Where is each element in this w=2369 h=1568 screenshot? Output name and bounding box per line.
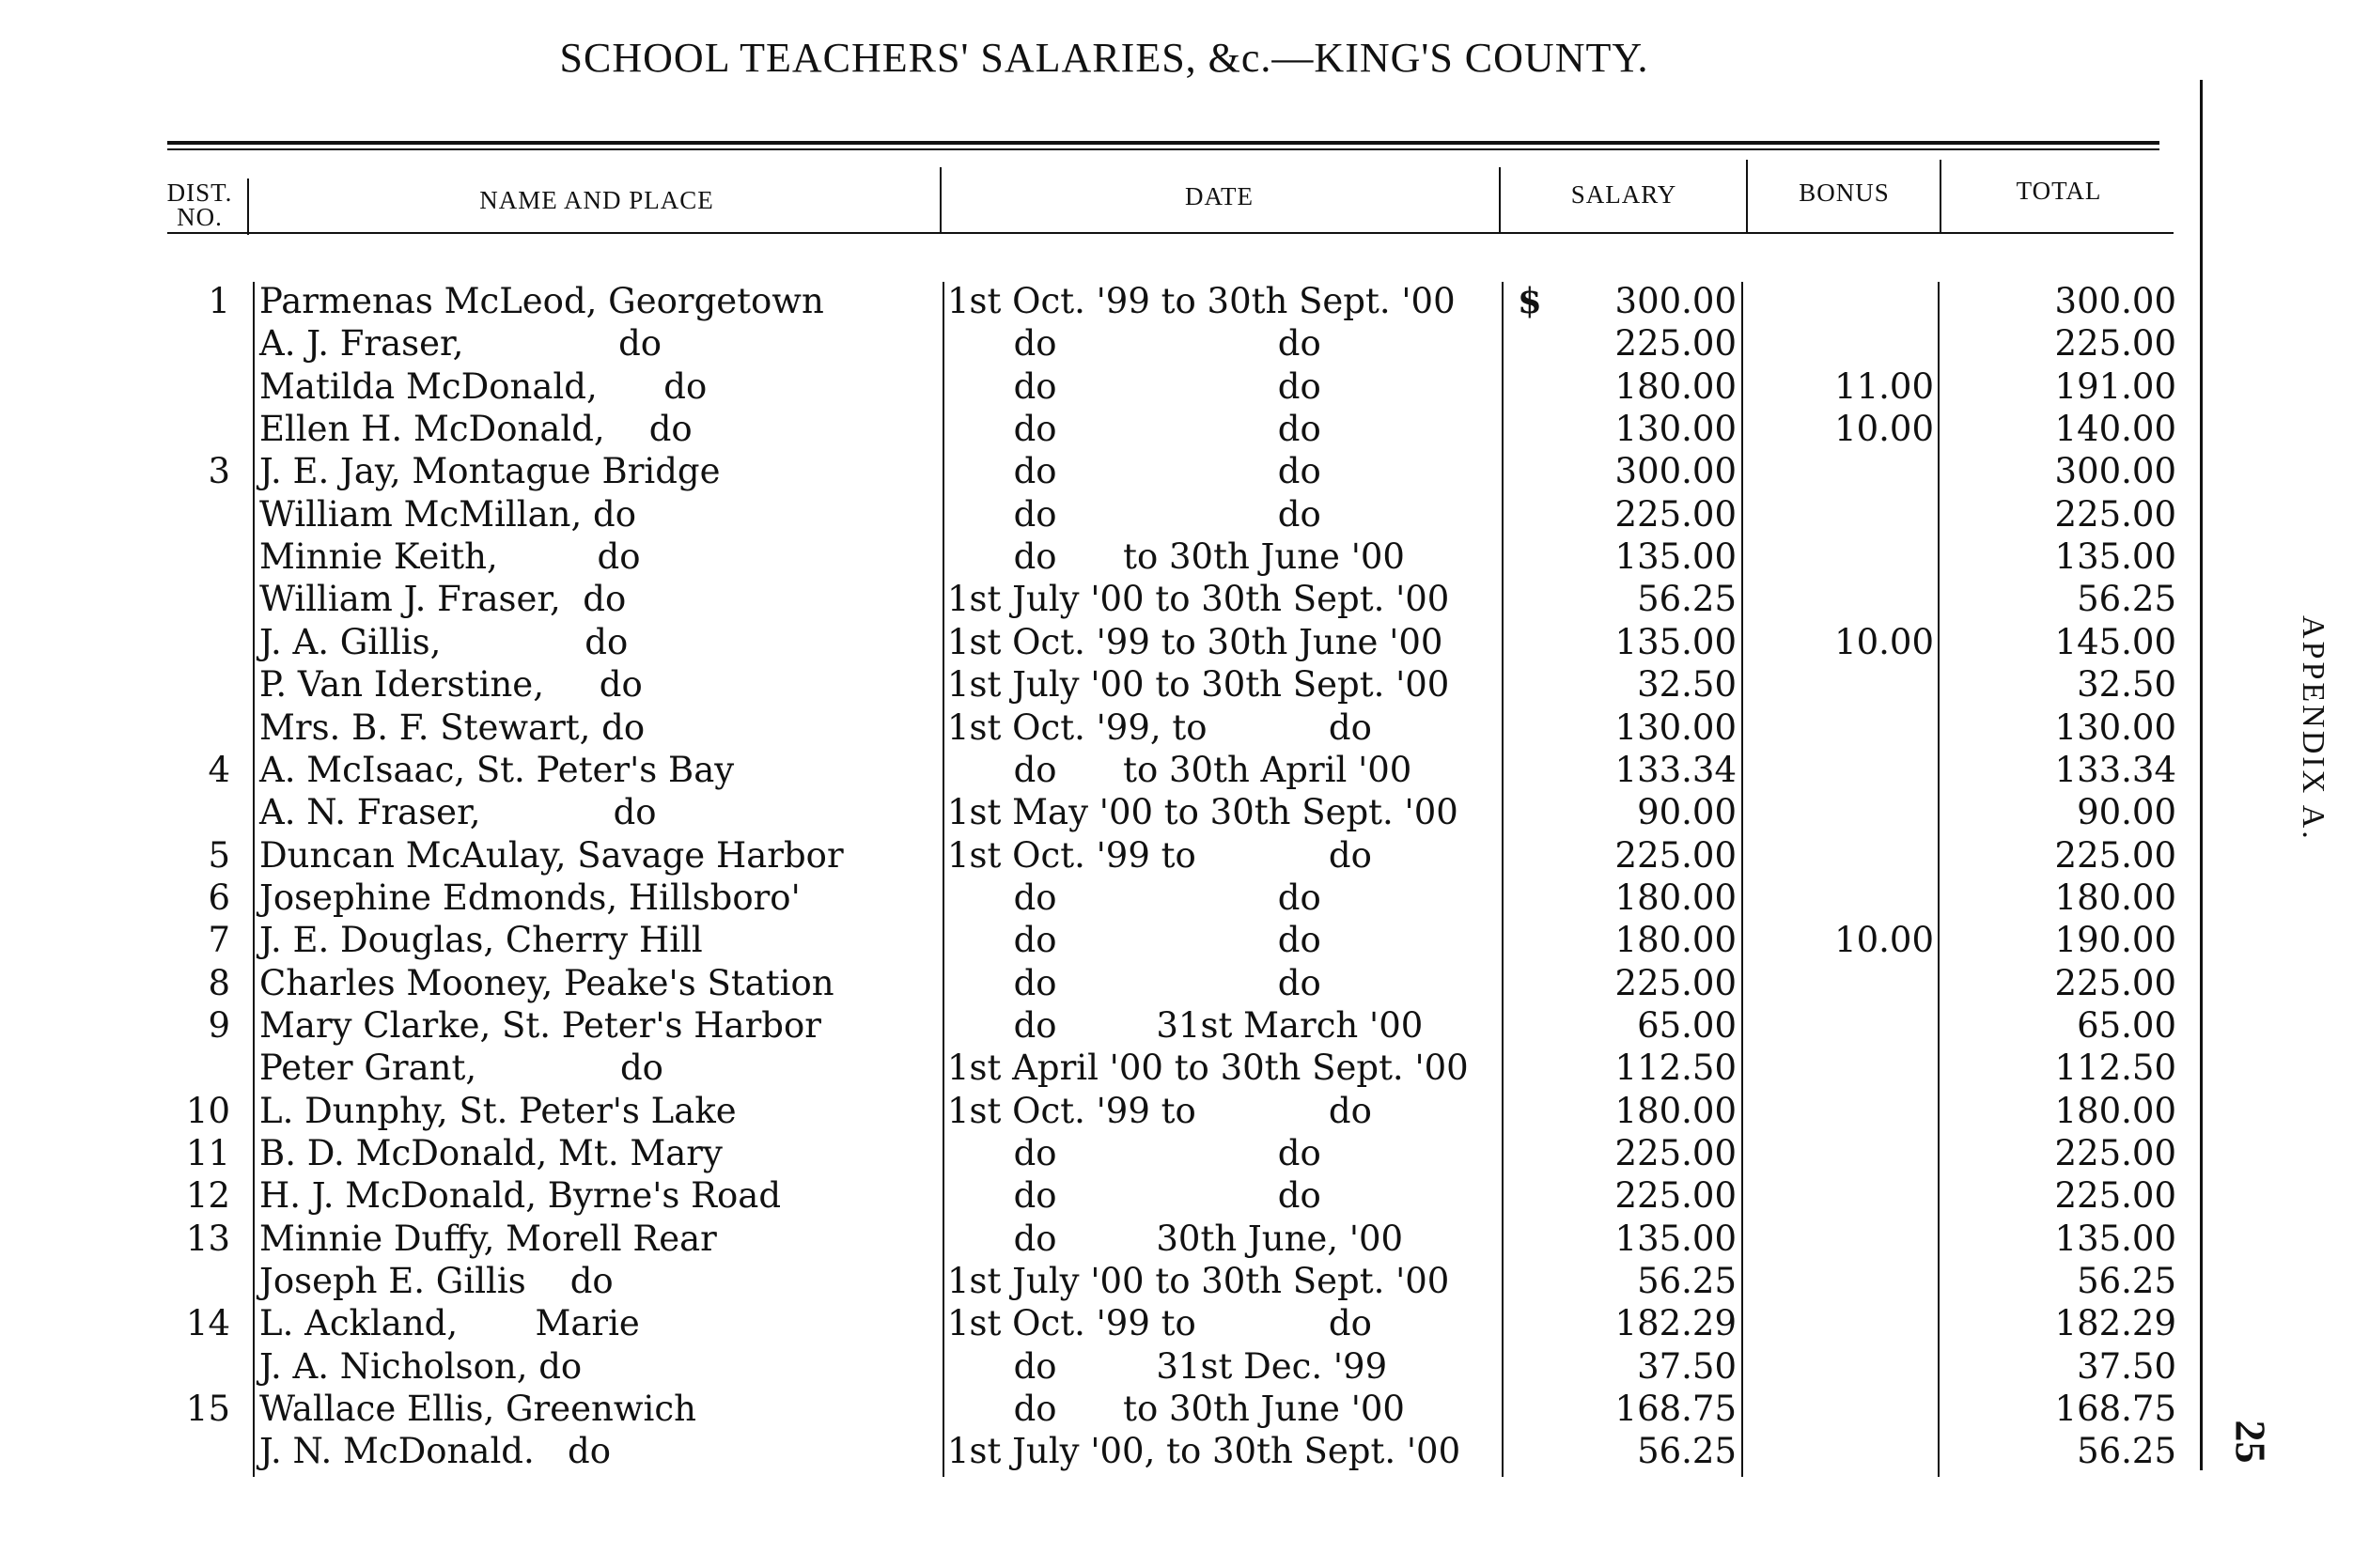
bonus-cell: 10.00 — [1834, 409, 1934, 450]
bonus-cell — [1748, 791, 1934, 833]
appendix-label: APPENDIX A. — [2296, 614, 2330, 842]
dist-cell — [150, 365, 230, 408]
salary-cell: 225.00 — [1614, 962, 1737, 1003]
date-cell: do to 30th June '00 — [947, 1389, 1405, 1430]
date-cell: do do — [947, 365, 1321, 407]
salary-cell: 112.50 — [1614, 1048, 1737, 1089]
bonus-cell — [1748, 1302, 1934, 1344]
bonus-cell — [1748, 1090, 1934, 1132]
table-row — [0, 1388, 2180, 1430]
dist-cell: 7 — [208, 920, 230, 961]
name-place-cell: Matilda McDonald, do — [259, 365, 708, 407]
dist-header-line2: NO. — [177, 203, 223, 231]
column-header-salary: SALARY — [1570, 180, 1677, 209]
dist-cell — [150, 791, 230, 833]
dist-cell: 8 — [208, 962, 230, 1003]
date-cell: do 30th June, '00 — [947, 1218, 1404, 1259]
dist-cell: 11 — [185, 1133, 230, 1173]
top-double-rule — [167, 141, 2159, 145]
dist-cell: 10 — [185, 1090, 230, 1131]
salary-cell: 300.00 — [1614, 451, 1737, 492]
name-place-cell: J. E. Jay, Montague Bridge — [259, 451, 721, 492]
total-cell: 112.50 — [2054, 1048, 2176, 1089]
salary-cell: 56.25 — [1637, 579, 1737, 620]
table-row — [0, 1004, 2180, 1047]
table-row — [0, 450, 2180, 492]
bonus-cell — [1748, 663, 1934, 706]
name-place-cell: Joseph E. Gillis do — [259, 1261, 614, 1302]
total-cell: 65.00 — [2077, 1004, 2176, 1046]
table-row — [0, 919, 2180, 961]
name-place-cell: J. E. Douglas, Cherry Hill — [259, 920, 703, 961]
table-row — [0, 408, 2180, 450]
salary-cell: 225.00 — [1614, 1133, 1737, 1173]
name-place-cell: H. J. McDonald, Byrne's Road — [259, 1175, 782, 1217]
name-place-cell: P. Van Iderstine, do — [259, 664, 643, 706]
total-cell: 130.00 — [2054, 706, 2176, 748]
salary-cell: 133.34 — [1614, 749, 1737, 790]
total-cell: 90.00 — [2077, 792, 2176, 833]
name-place-cell: L. Ackland, Marie — [259, 1303, 640, 1344]
header-sep-2 — [940, 167, 942, 233]
total-cell: 168.75 — [2054, 1389, 2176, 1430]
table-row — [0, 1218, 2180, 1260]
salary-cell: 225.00 — [1614, 493, 1737, 535]
date-cell: 1st Oct. '99 to do — [947, 834, 1372, 876]
total-cell: 182.29 — [2054, 1303, 2176, 1344]
dist-cell: 15 — [185, 1389, 230, 1430]
dist-cell — [150, 578, 230, 620]
header-sep-4 — [1746, 160, 1748, 233]
salary-cell: 32.50 — [1637, 664, 1737, 706]
header-sep-5 — [1940, 160, 1941, 233]
page-number: 25 — [2226, 1420, 2275, 1464]
table-row — [0, 365, 2180, 408]
table-row — [0, 322, 2180, 365]
date-cell: do to 30th June '00 — [947, 536, 1405, 578]
table-row — [0, 749, 2180, 791]
bonus-cell: 11.00 — [1834, 365, 1934, 407]
bonus-cell — [1748, 450, 1934, 492]
total-cell: 145.00 — [2054, 621, 2176, 662]
salary-cell: 180.00 — [1614, 877, 1737, 918]
total-cell: 140.00 — [2054, 409, 2176, 450]
date-cell: do 31st March '00 — [947, 1004, 1424, 1046]
salary-cell: 135.00 — [1614, 536, 1737, 578]
total-cell: 225.00 — [2054, 962, 2176, 1003]
name-place-cell: Minnie Keith, do — [259, 536, 641, 578]
bonus-cell: 10.00 — [1834, 621, 1934, 662]
date-cell: do do — [947, 920, 1321, 961]
date-cell: 1st April '00 to 30th Sept. '00 — [947, 1048, 1469, 1089]
name-place-cell: Parmenas McLeod, Georgetown — [259, 281, 824, 321]
bonus-cell — [1748, 493, 1934, 536]
bonus-cell — [1748, 1345, 1934, 1388]
date-cell: do do — [947, 451, 1321, 492]
date-cell: 1st Oct. '99 to do — [947, 1303, 1372, 1344]
name-place-cell: Mary Clarke, St. Peter's Harbor — [259, 1004, 821, 1046]
name-place-cell: B. D. McDonald, Mt. Mary — [259, 1133, 723, 1173]
salary-cell: 130.00 — [1614, 409, 1737, 450]
date-cell: do do — [947, 962, 1321, 1003]
salary-cell: 135.00 — [1614, 621, 1737, 662]
total-cell: 180.00 — [2054, 1090, 2176, 1131]
name-place-cell: Josephine Edmonds, Hillsboro' — [259, 877, 801, 918]
date-cell: 1st Oct. '99, to do — [947, 706, 1372, 748]
currency-symbol: $ — [1518, 280, 1542, 321]
date-cell: 1st July '00 to 30th Sept. '00 — [947, 579, 1450, 620]
total-cell: 32.50 — [2077, 664, 2176, 706]
dist-cell — [150, 706, 230, 749]
date-cell: 1st Oct. '99 to 30th Sept. '00 — [947, 281, 1456, 321]
date-cell: 1st July '00, to 30th Sept. '00 — [947, 1431, 1461, 1472]
salary-cell: 90.00 — [1637, 792, 1737, 833]
salary-cell: 56.25 — [1637, 1261, 1737, 1302]
salary-cell: 65.00 — [1637, 1004, 1737, 1046]
total-cell: 133.34 — [2054, 749, 2176, 790]
dist-cell — [150, 663, 230, 706]
name-place-cell: William McMillan, do — [259, 493, 636, 535]
bonus-cell — [1748, 1218, 1934, 1260]
bonus-cell — [1748, 536, 1934, 578]
name-place-cell: A. J. Fraser, do — [259, 323, 662, 365]
salary-cell: 180.00 — [1614, 365, 1737, 407]
bonus-cell — [1748, 578, 1934, 620]
column-header-total: TOTAL — [2016, 177, 2102, 205]
dist-cell: 14 — [185, 1303, 230, 1344]
column-header-date: DATE — [1185, 182, 1254, 210]
bonus-cell — [1748, 834, 1934, 877]
date-cell: 1st May '00 to 30th Sept. '00 — [947, 792, 1458, 833]
name-place-cell: J. N. McDonald. do — [259, 1431, 611, 1472]
bonus-cell — [1748, 1174, 1934, 1217]
dist-cell — [150, 493, 230, 536]
total-cell: 190.00 — [2054, 920, 2176, 961]
total-cell: 225.00 — [2054, 1133, 2176, 1173]
table-row — [0, 1430, 2180, 1472]
date-cell: 1st Oct. '99 to do — [947, 1090, 1372, 1131]
name-place-cell: L. Dunphy, St. Peter's Lake — [259, 1090, 737, 1131]
table-row — [0, 962, 2180, 1004]
date-cell: do do — [947, 1175, 1321, 1217]
table-row — [0, 578, 2180, 620]
name-place-cell: Mrs. B. F. Stewart, do — [259, 706, 646, 748]
name-place-cell: Duncan McAulay, Savage Harbor — [259, 834, 844, 876]
header-bottom-rule — [167, 232, 2174, 234]
header-sep-3 — [1499, 167, 1501, 233]
dist-cell — [150, 408, 230, 450]
column-header-dist — [150, 180, 249, 229]
dist-cell — [150, 1345, 230, 1388]
date-cell: do to 30th April '00 — [947, 749, 1412, 790]
dist-cell — [150, 1047, 230, 1089]
name-place-cell: Charles Mooney, Peake's Station — [259, 962, 834, 1003]
page-title: SCHOOL TEACHERS' SALARIES, &c.—KING'S COUNTY. — [559, 35, 1649, 81]
date-cell: do do — [947, 877, 1321, 918]
total-cell: 225.00 — [2054, 493, 2176, 535]
bonus-cell — [1748, 877, 1934, 919]
total-cell: 56.25 — [2077, 1431, 2176, 1472]
date-cell: 1st July '00 to 30th Sept. '00 — [947, 664, 1450, 706]
bonus-cell — [1748, 322, 1934, 365]
date-cell: 1st Oct. '99 to 30th June '00 — [947, 621, 1443, 662]
salary-cell: 56.25 — [1637, 1431, 1737, 1472]
dist-cell: 4 — [208, 749, 230, 790]
total-cell: 225.00 — [2054, 1175, 2176, 1217]
column-header-bonus: BONUS — [1799, 179, 1890, 207]
bonus-cell — [1748, 1047, 1934, 1089]
table-row — [0, 621, 2180, 663]
dist-header-line1: DIST. — [166, 179, 233, 207]
name-place-cell: J. A. Nicholson, do — [259, 1345, 583, 1387]
table-row — [0, 834, 2180, 877]
salary-cell: 225.00 — [1614, 1175, 1737, 1217]
salary-cell: 300.00 — [1614, 281, 1737, 321]
table-row — [0, 1260, 2180, 1302]
dist-cell: 6 — [208, 877, 230, 918]
salary-cell: 168.75 — [1614, 1389, 1737, 1430]
dist-cell: 3 — [208, 451, 230, 492]
total-cell: 225.00 — [2054, 834, 2176, 876]
bonus-cell — [1748, 1004, 1934, 1047]
dist-cell: 5 — [208, 834, 230, 876]
salary-cell: 225.00 — [1614, 323, 1737, 365]
bonus-cell — [1748, 1132, 1934, 1174]
date-cell: do do — [947, 323, 1321, 365]
name-place-cell: Wallace Ellis, Greenwich — [259, 1389, 696, 1430]
bonus-cell — [1748, 1260, 1934, 1302]
bonus-cell — [1748, 280, 1934, 322]
table-row — [0, 493, 2180, 536]
bonus-cell: 10.00 — [1834, 920, 1934, 961]
name-place-cell: A. McIsaac, St. Peter's Bay — [259, 749, 735, 790]
dist-cell — [150, 621, 230, 663]
table-row — [0, 706, 2180, 749]
name-place-cell: J. A. Gillis, do — [259, 621, 629, 662]
header-sep-1 — [247, 179, 249, 235]
total-cell: 300.00 — [2054, 281, 2176, 321]
total-cell: 180.00 — [2054, 877, 2176, 918]
date-cell: do do — [947, 1133, 1321, 1173]
table-row — [0, 1174, 2180, 1217]
name-place-cell: Ellen H. McDonald, do — [259, 409, 693, 450]
total-cell: 300.00 — [2054, 451, 2176, 492]
dist-cell: 9 — [208, 1004, 230, 1046]
salary-cell: 180.00 — [1614, 920, 1737, 961]
total-cell: 135.00 — [2054, 536, 2176, 578]
salary-cell: 225.00 — [1614, 834, 1737, 876]
table-row — [0, 1047, 2180, 1089]
table-row — [0, 1302, 2180, 1344]
table-row — [0, 663, 2180, 706]
dist-cell — [150, 536, 230, 578]
table-row — [0, 1132, 2180, 1174]
bonus-cell — [1748, 749, 1934, 791]
dist-cell: 1 — [208, 281, 230, 321]
table-row — [0, 1090, 2180, 1132]
dist-cell: 13 — [185, 1218, 230, 1259]
total-cell: 225.00 — [2054, 323, 2176, 365]
dist-cell — [150, 1260, 230, 1302]
total-cell: 56.25 — [2077, 579, 2176, 620]
name-place-cell: A. N. Fraser, do — [259, 792, 657, 833]
date-cell: do do — [947, 409, 1321, 450]
table-row — [0, 1345, 2180, 1388]
salary-cell: 182.29 — [1614, 1303, 1737, 1344]
salary-cell: 180.00 — [1614, 1090, 1737, 1131]
date-cell: 1st July '00 to 30th Sept. '00 — [947, 1261, 1450, 1302]
total-cell: 56.25 — [2077, 1261, 2176, 1302]
dist-cell — [150, 322, 230, 365]
table-row — [0, 877, 2180, 919]
name-place-cell: William J. Fraser, do — [259, 579, 627, 620]
top-rule-thin — [167, 148, 2159, 150]
column-header-name: NAME AND PLACE — [479, 186, 714, 214]
total-cell: 37.50 — [2077, 1345, 2176, 1387]
page-right-border — [2200, 80, 2203, 1470]
table-row — [0, 536, 2180, 578]
table-row — [0, 280, 2180, 322]
dist-cell: 12 — [185, 1175, 230, 1217]
date-cell: do do — [947, 493, 1321, 535]
name-place-cell: Peter Grant, do — [259, 1048, 663, 1089]
date-cell: do 31st Dec. '99 — [947, 1345, 1388, 1387]
salary-cell: 135.00 — [1614, 1218, 1737, 1259]
salary-cell: 37.50 — [1637, 1345, 1737, 1387]
name-place-cell: Minnie Duffy, Morell Rear — [259, 1218, 717, 1259]
bonus-cell — [1748, 962, 1934, 1004]
salary-cell: 130.00 — [1614, 706, 1737, 748]
total-cell: 135.00 — [2054, 1218, 2176, 1259]
bonus-cell — [1748, 706, 1934, 749]
table-row — [0, 791, 2180, 833]
dist-cell — [150, 1430, 230, 1472]
total-cell: 191.00 — [2054, 365, 2176, 407]
bonus-cell — [1748, 1388, 1934, 1430]
bonus-cell — [1748, 1430, 1934, 1472]
